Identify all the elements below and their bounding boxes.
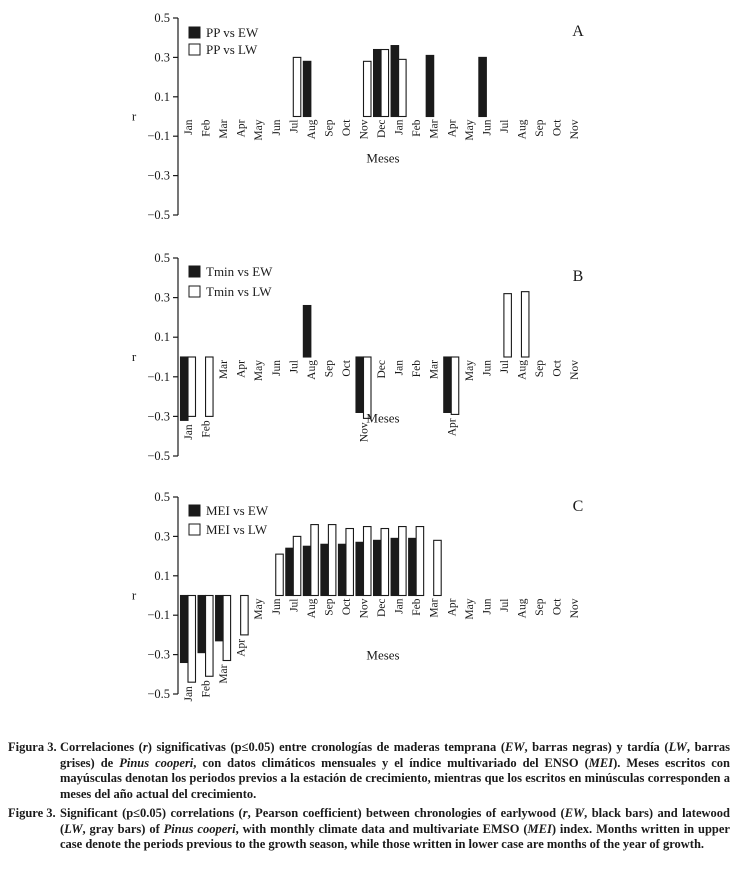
panel-c-bar-lw bbox=[434, 540, 442, 595]
panel-c-bar-ew bbox=[374, 540, 382, 595]
panel-a-legend-label: PP vs LW bbox=[206, 42, 258, 57]
panel-c-month-label: Aug bbox=[305, 598, 318, 619]
caption-english-label: Figure 3. bbox=[8, 806, 56, 820]
panel-c-month-label: Apr bbox=[235, 638, 248, 657]
panel-b-bar-lw bbox=[504, 294, 512, 357]
panel-c-bar-lw bbox=[364, 527, 372, 596]
panel-b-legend-label: Tmin vs EW bbox=[206, 264, 273, 279]
panel-c-month-label: Jul bbox=[498, 598, 511, 612]
panel-a-bar-lw bbox=[381, 50, 389, 117]
panel-b-month-label: Oct bbox=[551, 360, 564, 377]
panel-c-month-label: Jan bbox=[393, 598, 406, 614]
panel-b-month-label: Jul bbox=[498, 360, 511, 374]
panel-c-bar-ew bbox=[198, 596, 206, 653]
panel-c-bar-lw bbox=[399, 527, 407, 596]
panel-b-month-label: Oct bbox=[340, 360, 353, 377]
panel-b-month-label: Sep bbox=[534, 360, 546, 378]
panel-a-month-label: Jan bbox=[183, 119, 195, 135]
panel-a-bar-ew bbox=[479, 57, 487, 116]
caption-spanish bbox=[8, 740, 730, 802]
panel-b-y-tick-label: 0.3 bbox=[154, 290, 170, 305]
panel-a-legend-swatch bbox=[189, 44, 200, 55]
panel-c-month-label: Jun bbox=[481, 598, 494, 615]
panel-c-y-tick-label: −0.1 bbox=[147, 608, 170, 623]
panel-a-month-label: May bbox=[463, 119, 476, 141]
panel-b-bar-lw bbox=[206, 357, 214, 416]
panel-c-bar-lw bbox=[328, 525, 336, 596]
panel-c-bar-ew bbox=[303, 546, 311, 595]
panel-c-bar-ew bbox=[321, 544, 329, 595]
panel-c-legend-swatch bbox=[189, 524, 200, 535]
panel-c-y-tick-label: −0.5 bbox=[147, 687, 170, 701]
panel-a-month-label: Aug bbox=[516, 119, 529, 140]
panel-c-bar-ew bbox=[216, 596, 224, 641]
panel-a-y-tick-label: −0.3 bbox=[147, 168, 170, 183]
panel-c-month-label: Apr bbox=[446, 598, 459, 617]
panel-a-month-label: Nov bbox=[569, 119, 582, 140]
panel-c-bar-ew bbox=[181, 596, 189, 663]
caption-spanish-text: Correlaciones (r) significativas (p≤0.05) entre cronologías de maderas temprana (EW, barras negras) y tardía (LW, barras grises) de Pinus cooperi, con datos climáticos mensuales y el índice multivariado del ENSO (MEI). Meses escritos con mayúsculas denotan los periodos previos a la estación de crecimiento, mientras que los escritos en minúsculas corresponden a meses del año actual del crecimiento. bbox=[60, 740, 731, 801]
panel-b-y-tick-label: −0.5 bbox=[147, 449, 170, 463]
panel-b-month-label: Sep bbox=[323, 360, 336, 378]
panel-c-month-label: Sep bbox=[534, 598, 546, 616]
panel-c-month-label: May bbox=[463, 598, 476, 620]
panel-a-y-tick-label: 0.1 bbox=[154, 89, 170, 104]
panel-a-month-label: Jan bbox=[393, 119, 406, 135]
panel-b-month-label: Mar bbox=[218, 360, 231, 380]
panel-c-bar-ew bbox=[338, 544, 346, 595]
panel-b-y-axis-label: r bbox=[131, 349, 137, 364]
panel-c-month-label: Mar bbox=[218, 664, 231, 684]
panel-b-bar-lw bbox=[188, 357, 196, 416]
panel-c-month-label: Dec bbox=[376, 598, 389, 618]
panel-a-month-label: Oct bbox=[340, 119, 353, 137]
panel-b-y-tick-label: 0.5 bbox=[154, 251, 170, 265]
panel-a-month-label: Jun bbox=[270, 119, 283, 136]
panel-a-month-label: Apr bbox=[446, 119, 459, 138]
panel-b-y-tick-label: 0.1 bbox=[154, 330, 170, 345]
panel-a-month-label: May bbox=[253, 119, 266, 141]
panel-b-month-label: Aug bbox=[305, 360, 318, 380]
panel-c-bar-ew bbox=[391, 538, 399, 595]
panel-c-month-label: Nov bbox=[569, 598, 582, 619]
panel-a-month-label: Jul bbox=[498, 119, 511, 133]
panel-b-month-label: Apr bbox=[235, 360, 248, 378]
panel-a-y-tick-label: 0.3 bbox=[154, 50, 170, 65]
panel-a-month-label: Apr bbox=[235, 119, 248, 138]
panel-c-month-label: Oct bbox=[551, 598, 564, 616]
panel-a-month-label: Jul bbox=[288, 119, 301, 133]
panel-c-bar-lw bbox=[276, 554, 284, 595]
panel-b-month-label: May bbox=[253, 360, 266, 382]
panel-c-month-label: Jun bbox=[270, 598, 283, 615]
panel-a-x-axis-title: Meses bbox=[366, 150, 400, 166]
panel-c-y-tick-label: −0.3 bbox=[147, 647, 170, 662]
panel-c-bar-ew bbox=[409, 538, 417, 595]
panel-a-month-label: Feb bbox=[200, 119, 213, 137]
panel-c-bar-lw bbox=[381, 529, 389, 596]
panel-b-legend-swatch bbox=[189, 286, 200, 297]
panel-c-month-label: Feb bbox=[200, 680, 213, 698]
panel-c-bar-lw bbox=[346, 529, 354, 596]
panel-a-bar-lw bbox=[364, 61, 372, 116]
panel-a-month-label: Mar bbox=[218, 119, 231, 139]
panel-c-month-label: Oct bbox=[340, 598, 353, 616]
panel-c-month-label: May bbox=[253, 598, 266, 620]
panel-c-legend-swatch bbox=[189, 505, 200, 516]
panel-c-bar-lw bbox=[188, 596, 196, 683]
panel-a-y-tick-label: −0.1 bbox=[147, 129, 170, 144]
panel-a-month-label: Dec bbox=[376, 119, 389, 139]
panel-a-legend-swatch bbox=[189, 27, 200, 38]
panel-a-letter: A bbox=[572, 23, 584, 40]
panel-c-x-axis-title: Meses bbox=[366, 647, 400, 663]
caption-english-text: Significant (p≤0.05) correlations (r, Pearson coefficient) between chronologies of earlywood (EW, black bars) and latewood (LW, gray bars) of Pinus cooperi, with monthly climate data and multivariate EMSO (MEI) index. Months written in upper case denote the periods previous to the growth season, while those written in lower case are months of the year of growth. bbox=[60, 806, 730, 851]
panel-b-legend-label: Tmin vs LW bbox=[206, 284, 272, 299]
panel-b-month-label: Feb bbox=[200, 420, 213, 438]
panel-c-month-label: Aug bbox=[516, 598, 529, 619]
panel-c-bar-ew bbox=[286, 548, 294, 595]
panel-b-month-label: Mar bbox=[428, 360, 441, 380]
panel-b-month-label: Dec bbox=[376, 360, 389, 379]
panel-a-y-axis-label: r bbox=[131, 108, 137, 124]
panel-b-month-label: Jan bbox=[183, 424, 195, 440]
panel-c-month-label: Nov bbox=[358, 598, 371, 619]
panel-c-y-axis-label: r bbox=[131, 587, 137, 603]
panel-c-bar-lw bbox=[223, 596, 231, 661]
panel-a-bar-lw bbox=[293, 57, 301, 116]
panel-c-y-tick-label: 0.3 bbox=[154, 529, 170, 544]
panel-a-y-tick-label: 0.5 bbox=[154, 11, 170, 25]
panel-a-month-label: Oct bbox=[551, 119, 564, 137]
panel-c-y-tick-label: 0.5 bbox=[154, 490, 170, 504]
panel-c-y-tick-label: 0.1 bbox=[154, 568, 170, 583]
panel-c-month-label: Jan bbox=[183, 686, 195, 702]
panel-a-bar-ew bbox=[303, 61, 311, 116]
panel-a-month-label: Aug bbox=[305, 119, 318, 140]
panel-a-month-label: Jun bbox=[481, 119, 494, 136]
panel-a-bar-ew bbox=[391, 46, 399, 117]
panel-b-month-label: Jun bbox=[270, 360, 283, 376]
panel-b-bar-ew bbox=[181, 357, 189, 420]
panel-c-month-label: Jul bbox=[288, 598, 301, 612]
panel-c-letter: C bbox=[572, 498, 584, 515]
panel-c-bar-ew bbox=[356, 542, 364, 595]
panel-b-month-label: Jun bbox=[481, 360, 494, 376]
panel-a-legend-label: PP vs EW bbox=[206, 25, 259, 40]
panel-b-bar-ew bbox=[444, 357, 452, 412]
panel-b-bar-ew bbox=[303, 306, 311, 357]
panel-a-month-label: Feb bbox=[411, 119, 424, 137]
panel-b-month-label: Feb bbox=[411, 360, 424, 378]
panel-a-month-label: Nov bbox=[358, 119, 371, 140]
panel-b-month-label: Jan bbox=[393, 360, 406, 376]
panel-a-month-label: Sep bbox=[323, 119, 336, 137]
panel-b-bar-lw bbox=[364, 357, 372, 418]
panel-a-month-label: Sep bbox=[534, 119, 546, 137]
panel-c-bar-lw bbox=[241, 596, 249, 635]
panel-c-bar-lw bbox=[293, 536, 301, 595]
panel-b-y-tick-label: −0.3 bbox=[147, 409, 170, 424]
panel-c-legend-label: MEI vs EW bbox=[206, 503, 269, 518]
panel-b-month-label: Nov bbox=[569, 360, 582, 380]
panel-b-x-axis-title: Meses bbox=[366, 410, 400, 426]
panel-a-y-tick-label: −0.5 bbox=[147, 208, 170, 222]
panel-b-month-label: Aug bbox=[516, 360, 529, 380]
panel-a-month-label: Mar bbox=[428, 119, 441, 139]
panel-c-month-label: Sep bbox=[323, 598, 336, 616]
panel-b-month-label: Nov bbox=[358, 422, 371, 443]
panel-b-month-label: Jul bbox=[288, 360, 301, 374]
panel-b-bar-lw bbox=[451, 357, 459, 414]
panel-b-bar-lw bbox=[521, 292, 529, 357]
panel-c-bar-lw bbox=[311, 525, 319, 596]
panel-c-bar-lw bbox=[206, 596, 214, 677]
panel-c-bar-lw bbox=[416, 527, 424, 596]
panel-b-letter: B bbox=[572, 268, 584, 285]
panel-b-bar-ew bbox=[356, 357, 364, 412]
panel-c-legend-label: MEI vs LW bbox=[206, 522, 268, 537]
panel-c-month-label: Mar bbox=[428, 598, 441, 618]
panel-a-bar-ew bbox=[374, 50, 382, 117]
panel-c-month-label: Feb bbox=[411, 598, 424, 616]
caption-english bbox=[8, 806, 730, 853]
panel-b-y-tick-label: −0.1 bbox=[147, 369, 170, 384]
panel-b-month-label: May bbox=[463, 360, 476, 382]
panel-b-month-label: Apr bbox=[446, 418, 459, 437]
caption-spanish-label: Figura 3. bbox=[8, 740, 57, 754]
panel-a-bar-lw bbox=[399, 59, 407, 116]
panel-a-bar-ew bbox=[426, 55, 434, 116]
panel-b-legend-swatch bbox=[189, 266, 200, 277]
